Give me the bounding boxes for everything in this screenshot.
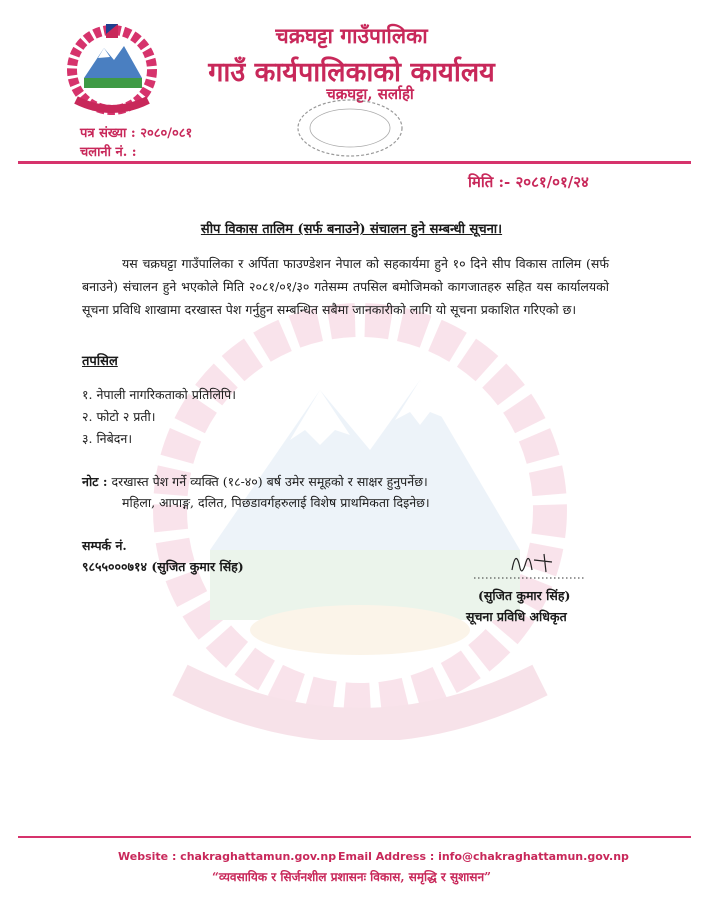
watermark-emblem-icon — [120, 300, 600, 740]
signatory-name: (सुजित कुमार सिंह) — [478, 588, 571, 603]
contact-label: सम्पर्क नं. — [82, 538, 127, 553]
letter-number: पत्र संख्या : २०८०/०८१ — [80, 126, 193, 141]
footer-email: Email Address : info@chakraghattamun.gov.np — [338, 850, 629, 863]
note-line-1 — [82, 473, 428, 490]
footer-divider — [18, 836, 691, 838]
office-address: चक्रघट्टा, सर्लाही — [326, 85, 414, 103]
signature-icon — [474, 540, 584, 585]
letter-date: मिति :- २०८१/०१/२४ — [468, 173, 589, 191]
contact-number: ९८५५०००७१४ (सुजित कुमार सिंह) — [82, 559, 244, 574]
list-item: ३. निबेदन। — [82, 431, 133, 446]
office-stamp-icon — [290, 88, 410, 158]
notice-subject: सीप विकास तालिम (सर्फ बनाउने) संचालन हुने सम्बन्धी सूचना। — [200, 222, 503, 237]
office-name: गाउँ कार्यपालिकाको कार्यालय — [208, 57, 495, 88]
footer-website: Website : chakraghattamun.gov.np — [118, 850, 337, 863]
notice-body-text: यस चक्रघट्टा गाउँपालिका र अर्पिता फाउण्डेशन नेपाल को सहकार्यमा हुने १० दिने सीप विकास तालिम (सर्फ बनाउने) संचालन हुने भएकोले मिति २०८१/०१/३० गतेसम्म तपसिल बमोजिमको कागजातहरु सहित यस कार्यालयको सूचना प्रविधि शाखामा दरखास्त पेश गर्नुहुन सम्बन्धित सबैमा जानकारीको लागि यो सूचना प्रकाशित गरिएको छ। — [82, 256, 609, 317]
note-text-2: महिला, आपाङ्ग, दलित, पिछडावर्गहरुलाई विशेष प्राथमिकता दिइनेछ। — [122, 495, 430, 510]
footer-motto: “व्यवसायिक र सिर्जनशील प्रशासनः विकास, समृद्धि र सुशासन” — [211, 870, 492, 884]
list-item: २. फोटो २ प्रती। — [82, 409, 156, 424]
section-title: तपसिल — [82, 354, 118, 369]
signatory-title: सूचना प्रविधि अधिकृत — [466, 609, 567, 624]
list-item: १. नेपाली नागरिकताको प्रतिलिपि। — [82, 387, 237, 402]
dispatch-number: चलानी नं. : — [80, 145, 137, 160]
note-label: नोट : — [82, 474, 108, 489]
note-text-1: दरखास्त पेश गर्ने व्यक्ति (१८-४०) बर्ष उमेर समूहको र साक्षर हुनुपर्नेछ। — [111, 474, 428, 489]
header-divider — [18, 161, 691, 164]
municipality-name: चक्रघट्टा गाउँपालिका — [275, 23, 428, 48]
notice-body — [82, 252, 609, 321]
